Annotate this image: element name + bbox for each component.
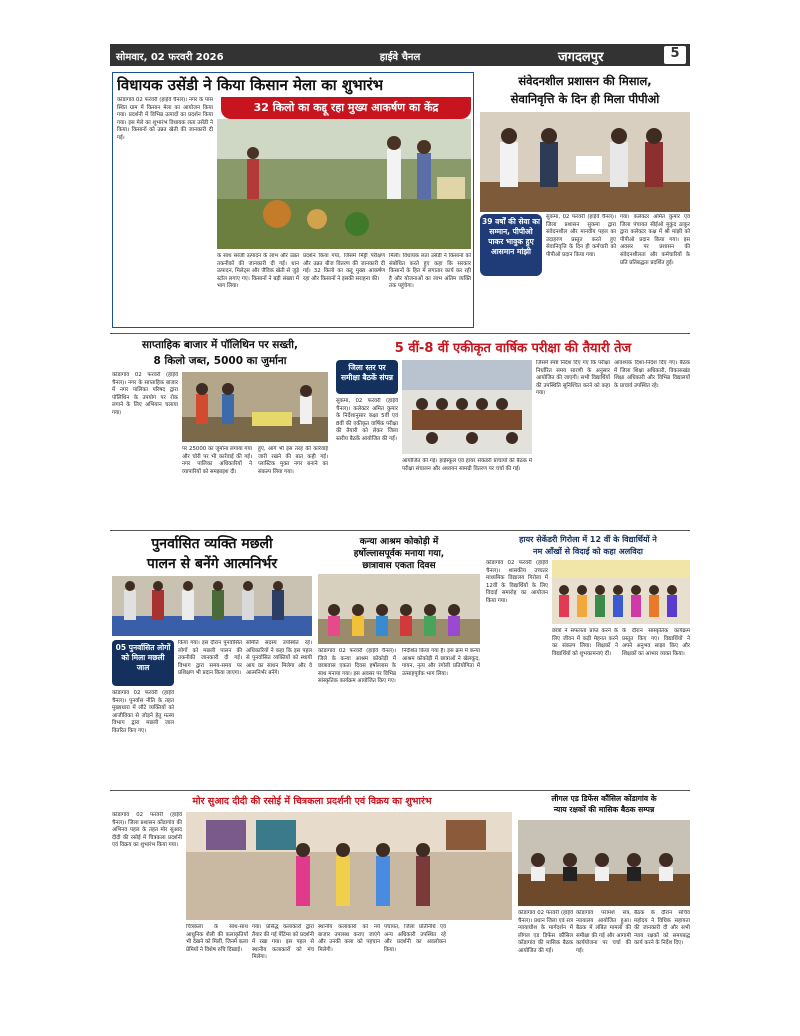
story-farewell [486,534,690,786]
issue-date: सोमवार, 02 फरवरी 2026 [116,52,224,63]
story-ppo [480,72,690,328]
story-fishing-col1: कोंडागांव 02 फरवरी (हाईवे चैनल)। पुनर्वास नीति के तहत मुख्यधारा में लौटे व्यक्तियों को आजीविका से जोड़ने हेतु मत्स्य विभाग द्वारा मछली जाल वितरित किए गए। [112,690,174,734]
story-polythene-headline-1: साप्ताहिक बाजार में पॉलिथिन पर सख्ती, [142,339,298,351]
story-farewell-headline-2: नम आँखों से विदाई को कहा अलविदा [533,547,643,556]
story-farewell-col1: कोंडागांव 02 फरवरी (हाईवे चैनल)। शासकीय उच्चतर माध्यमिक विद्यालय गिरोला में 12वीं के विद्यार्थियों के लिए विदाई समारोह का आयोजन किया गया। [486,560,548,604]
story-exam-caption: जिला स्तर पर समीक्षा बैठकें संपन्न [336,360,398,394]
legal-aid-photo [518,820,690,906]
story-kisan-mela-headline: विधायक उसेंडी ने किया किसान मेला का शुभारंभ [117,76,384,94]
story-ekta-col1: कोंडागांव 02 फरवरी (हाईवे चैनल)। जिले के कन्या आश्रम कोकोड़ी में छात्रावास एकता दिवस हर्षोल्लास के साथ मनाया गया। इस अवसर पर विभिन्न सांस्कृतिक कार्यक्रम आयोजित किए गए। [318,648,396,685]
ppo-photo [480,112,690,212]
paper-name: हाईवे चैनल [379,52,421,63]
story-ekta-headline-1: कन्या आश्रम कोकोड़ी में [359,537,439,547]
story-exam-headline: 5 वीं-8 वीं एकीकृत वार्षिक परीक्षा की तैयारी तेज [394,341,632,356]
story-fishing-col3: समिति सदस्य उपस्थित रहे। अधिकारियों ने कहा कि इस पहल से पुनर्वासित व्यक्तियों को स्थायी आय का साधन मिलेगा और वे आत्मनिर्भर बनेंगे। [246,640,312,677]
story-legal-col2: कोंडागांव परामर्श सत्र, न्यायालय आयोजित हुआ। बैठक में लंबित मामलों की समीक्षा की गई और आगामी कार्ययोजना पर चर्चा की गई। [576,910,631,954]
story-kisan-mela-col2: के साथ सब्जी उत्पादन के लाभ और उन्नत तकनीकों की जानकारी दी गई। धान उत्पादन, मिलेट्स और जैविक खेती से जुड़े स्टॉल लगाए गए। किसानों ने बड़ी संख्या में भाग लिया। [217,253,299,290]
story-ppo-col1: सुकमा, 02 फरवरी (हाईवे चैनल)। जिला प्रशासन सुकमा द्वारा संवेदनशील और मानवीय पहल का उदाहरण प्रस्तुत करते हुए सेवानिवृत्ति के दिन ही कर्मचारी को पीपीओ प्रदान किया गया। [546,214,616,258]
story-art-col2: चित्रकला के साथ-साथ आधुनिक शैली की कलाकृतियाँ भी देखने को मिलीं, जिनमें कला प्रेमियों ने विशेष रुचि दिखाई। [186,924,248,953]
story-kisan-mela [112,72,474,328]
story-polythene-col3: हुए, आगे भी इस तरह की कार्रवाई जारी रखने की बात कही गई। प्लास्टिक मुक्त नगर बनाने का संकल्प लिया गया। [258,446,328,475]
polythene-photo [182,372,328,442]
ekta-diwas-photo [318,574,480,644]
story-art-headline: मोर सुआद दीदी की रसोई में चित्रकला प्रदर्शनी एवं विक्रय का शुभारंभ [192,796,432,807]
divider-2 [110,530,690,531]
story-exam-col1: सुकमा, 02 फरवरी (हाईवे चैनल)। कलेक्टर अमित कुमार के निर्देशानुसार कक्षा 5वीं एवं 8वीं की एकीकृत वार्षिक परीक्षा की तैयारी को लेकर जिला स्तरीय बैठकें आयोजित की गईं। [336,398,398,442]
story-ppo-col2: गया। कलेक्टर अमित कुमार एवं जिला पंचायत सीईओ मुकुंद ठाकुर द्वारा कलेक्टर कक्ष में श्री मांझी को पीपीओ प्रदान किया गया। इस अवसर पर प्रशासन की संवेदनशीलता और कर्मचारियों के प्रति प्रतिबद्धता प्रदर्शित हुई। [620,214,690,266]
story-polythene-col2: पर 25000 का जुर्माना लगाया गया और चोरी पर भी कार्रवाई की गई। नगर पालिका अधिकारियों ने व्यापारियों को समझाइश दी। [182,446,252,475]
story-legal-headline-1: लीगल एड डिफेंस कौंसिल कोंडागांव के [551,794,657,803]
story-art-exhibition [112,794,512,1020]
page-number: 5 [664,46,686,64]
divider-1 [110,333,690,334]
story-ppo-headline-1: संवेदनशील प्रशासन की मिसाल, [518,74,652,88]
city-name: जगदलपुर [558,50,604,65]
story-farewell-headline-1: हायर सेकेंडरी गिरोला में 12 वीं के विद्यार्थियों ने [519,535,657,544]
story-ekta-col2: निर्देशित किया गया है। इस क्रम में कन्या आश्रम कोकोड़ी में छात्राओं ने खेलकूद, गायन, नृत्य और रंगोली प्रतियोगिता में उत्साहपूर्वक भाग लिया। [402,648,480,677]
story-exam-col4: आवश्यक दिशा-निर्देश दिए गए। बैठक में जिला शिक्षा अधिकारी, विकासखंड शिक्षा अधिकारी और विभिन्न विद्यालयों के प्राचार्य उपस्थित रहे। [614,360,690,389]
story-farewell-col2: छात्रों ने सफलता प्राप्त करने के लिए जीवन में कड़ी मेहनत करने का संकल्प लिया। शिक्षकों ने विद्यार्थियों को शुभकामनाएं दीं। [552,628,618,657]
story-polythene-headline-2: 8 किलो जब्त, 5000 का जुर्माना [153,355,287,367]
story-ppo-caption: 39 वर्षों की सेवा का सम्मान, पीपीओ पाकर भावुक हुए आसमान मांझी [480,214,542,276]
story-legal-headline-2: न्याय रक्षकों की मासिक बैठक सम्पन्न [553,805,655,814]
story-ekta-headline-3: छात्रावास एकता दिवस [362,561,436,571]
story-polythene [112,338,328,526]
story-art-col4: स्थानीय कलाकारों को नये बाजार उपलब्ध कराए जाएंगे और उनकी कला को पहचान मिलेगी। [318,924,380,953]
story-exam [336,338,690,526]
story-ekta-diwas [318,534,480,786]
story-legal-col1: कोंडागांव 02 फरवरी (हाईवे चैनल)। प्रधान जिला एवं सत्र न्यायाधीश के मार्गदर्शन में लीगल एड डिफेंस कौंसिल कोंडागांव की मासिक बैठक आयोजित की गई। [518,910,573,954]
story-kisan-mela-col1: कोंडागांव 02 फरवरी (हाईवे चैनल)। नगर के पास स्थित ग्राम में किसान मेला का आयोजन किया गया। प्रदर्शनी में विभिन्न उत्पादों का प्रदर्शन किया गया। इस मेले का शुभारंभ विधायक लता उसेंडी ने किया। किसानों को उन्नत खेती की जानकारी दी गई। [117,97,213,141]
divider-3 [110,790,690,791]
art-exhibition-photo [186,812,512,920]
story-kisan-mela-col3: प्रदर्शन किया गया, जिसमें मिट्टी परीक्षण और उन्नत बीज वितरण की जानकारी दी गई। 32 किलो का कद्दू मुख्य आकर्षण रहा और किसानों ने इसकी सराहना की। [303,253,385,282]
masthead-bar [110,44,690,66]
story-polythene-col1: कोंडागांव 02 फरवरी (हाईवे चैनल)। नगर के साप्ताहिक बाजार में नगर पालिका परिषद द्वारा पॉलिथिन के उपयोग पर रोक लगाने के लिए अभियान चलाया गया। [112,372,178,416]
story-ekta-headline-2: हर्षोल्लासपूर्वक मनाया गया, [353,549,445,559]
story-legal-aid [518,794,690,1020]
story-kisan-mela-col4: मिली। विधायक लता उसेंडी ने किसानों को संबोधित करते हुए कहा कि सरकार किसानों के हित में लगातार कार्य कर रही है और योजनाओं का लाभ अंतिम व्यक्ति तक पहुंचेगा। [389,253,471,290]
story-kisan-mela-subhead: 32 किलो का कद्दू रहा मुख्य आकर्षण का केंद्र [221,97,471,119]
story-art-col3: गया। प्रसिद्ध कलाकारों द्वारा तैयार की गई पेंटिंग्स को प्रदर्शनी में रखा गया। इस पहल से स्थानीय कलाकारों को मंच मिलेगा। [252,924,314,961]
story-art-col1: कोंडागांव 02 फरवरी (हाईवे चैनल)। जिला प्रशासन कोंडागांव की अभिनव पहल के तहत मोर सुआद दीदी की रसोई में चित्रकला प्रदर्शनी एवं विक्रय का शुभारंभ किया गया। [112,812,182,849]
exam-photo [402,360,532,454]
story-art-col5: पंचायत, जिला प्रतिनिधि एवं अन्य अधिकारी उपस्थित रहे और प्रदर्शनी का अवलोकन किया। [384,924,446,953]
story-exam-col3: जिसमें स्पष्ट निर्देश दिए गए कि परीक्षा निर्धारित समय सारणी के अनुसार आयोजित की जाएगी। सभी विद्यार्थियों की उपस्थिति सुनिश्चित करने को कहा गया। [536,360,610,397]
story-fishing-headline-1: पुनर्वासित व्यक्ति मछली [151,536,273,552]
story-fishing [112,534,312,786]
kisan-mela-photo [217,119,471,249]
story-ppo-headline-2: सेवानिवृत्ति के दिन ही मिला पीपीओ [510,92,660,106]
story-exam-col2: आयोजित की गई। हाईस्कूल एवं हायर सेकेंडरी प्राचार्यों की बैठक में परीक्षा संचालन और अध्ययन सामग्री वितरण पर चर्चा की गई। [402,458,532,472]
story-fishing-caption: 05 पुनर्वासित लोगों को मिला मछली जाल [112,640,174,686]
story-farewell-col3: के दौरान सांस्कृतिक कार्यक्रम प्रस्तुत किए गए। विद्यार्थियों ने अपने अनुभव साझा किए और शिक्षकों का आभार व्यक्त किया। [622,628,690,657]
fishing-photo [112,576,312,636]
farewell-photo [552,560,690,624]
story-fishing-col2: किया गया। इस दौरान पुनर्वासित लोगों को मछली पालन की तकनीकी जानकारी दी गई। विभाग द्वारा समय-समय पर प्रशिक्षण भी प्रदान किया जाएगा। [178,640,242,677]
story-fishing-headline-2: पालन से बनेंगे आत्मनिर्भर [146,556,278,572]
story-legal-col3: बैठक के दौरान सचिव महोदय ने विधिक सहायता की जानकारी दी और सभी न्याय रक्षकों को समयबद्ध कार्य करने के निर्देश दिए। [634,910,690,947]
